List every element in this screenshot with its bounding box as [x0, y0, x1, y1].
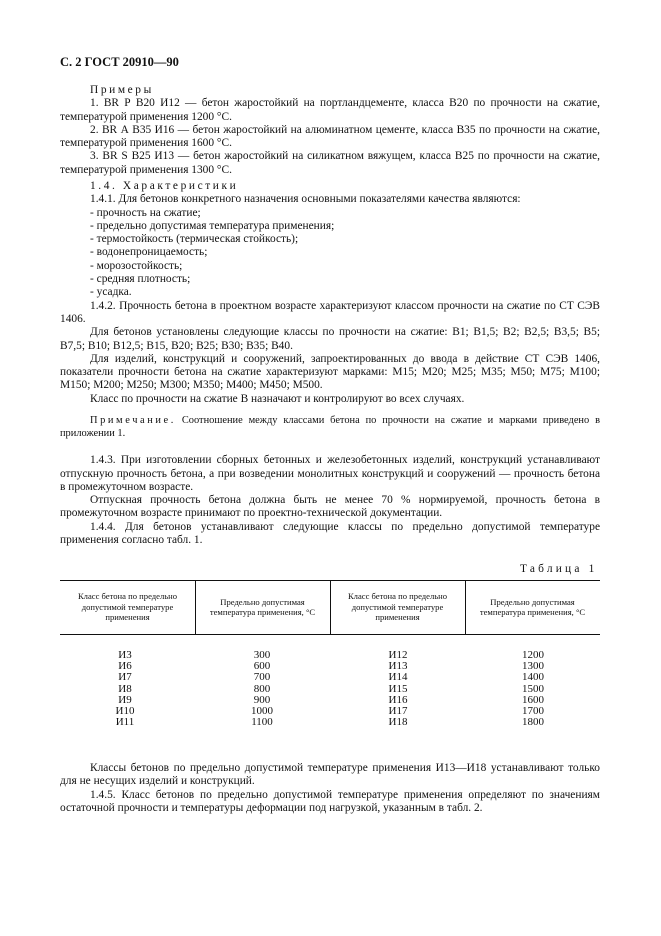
paragraph-1-4-2: 1.4.2. Прочность бетона в проектном возрасте характеризуют классом прочности на сжатие по СТ СЭВ 1406.: [60, 299, 600, 325]
examples-block: [60, 84, 600, 177]
strength-classes-paragraph: Для бетонов установлены следующие классы по прочности на сжатие: В1; В1,5; В2; В2,5; В3,5; В5; В7,5; В10; В12,5; В15, В20; В25; В30; В35; В40.: [60, 326, 600, 352]
page-header: С. 2 ГОСТ 20910—90: [60, 55, 179, 69]
table-cell: 1200: [522, 649, 544, 661]
table-cell: И14: [388, 671, 408, 684]
table-cell: 1100: [251, 716, 273, 729]
table-cell: 1800: [522, 716, 544, 729]
table-caption: Таблица 1: [520, 563, 598, 575]
table-1: [60, 580, 600, 732]
paragraph-1-4-4: 1.4.4. Для бетонов устанавливают следующие классы по предельно допустимой температуре применения согласно табл. 1.: [60, 520, 600, 547]
note-label: Примечание.: [90, 415, 176, 427]
temperature-column-2: [508, 650, 558, 728]
header-temperature-2: Предельно допустимая температура применения, °С: [479, 596, 586, 617]
table-cell: И13: [388, 660, 408, 673]
non-bearing-classes-paragraph: Классы бетонов по предельно допустимой температуре применения И13—И18 устанавливают только для не несущих изделий и конструкций.: [60, 762, 600, 788]
paragraph-1-4-5: 1.4.5. Класс бетонов по предельно допустимой температуре применения определяют по значениям остаточной прочности и температуры деформации под нагрузкой, указанным в табл. 2.: [60, 788, 600, 814]
table-cell: И17: [388, 704, 408, 717]
header-class-2: Класс бетона по предельно допустимой температуре применения: [347, 591, 448, 623]
table-cell: И10: [115, 704, 135, 717]
example-1: 1. BR Р В20 И12 — бетон жаростойкий на портландцементе, класса В20 по прочности на сжатие, температурой применения 1200 °С.: [60, 97, 600, 123]
strength-marks-paragraph: Для изделий, конструкций и сооружений, запроектированных до ввода в действие СТ СЭВ 1406, показатели прочности бетона на сжатие характеризуют марками: М15; М20; М25; М35; М50; М75; М100; М150; М200; М250; М300; М350; М400; М450; М500.: [60, 352, 600, 392]
header-class-1: Класс бетона по предельно допустимой температуре применения: [77, 591, 178, 623]
temperature-column-1: [237, 650, 287, 728]
paragraph-1-4-3: 1.4.3. При изготовлении сборных бетонных и железобетонных изделий, конструкций устанавливают отпускную прочность бетона, а при возведении монолитных конструкций и сооружений — прочность бетона в промежуточном возрасте.: [60, 454, 600, 493]
list-item: - водонепроницаемость;: [90, 246, 208, 259]
quality-indicators-list: [60, 207, 600, 300]
after-table-block: [60, 762, 600, 815]
examples-heading: Примеры: [90, 84, 154, 96]
list-item: - средняя плотность;: [90, 273, 191, 286]
class-column-1: [100, 650, 150, 728]
list-item: - морозостойкость;: [90, 259, 183, 272]
section-heading: 1.4. Характеристики: [90, 180, 239, 192]
table-cell: И3: [118, 649, 132, 661]
table-cell: 1000: [251, 704, 273, 717]
table-cell: И18: [388, 716, 408, 729]
table-cell: 800: [253, 682, 271, 695]
note-text: Соотношение между классами бетона по прочности на сжатие и марками приведено в приложении 1.: [60, 415, 600, 439]
table-cell: 300: [253, 649, 271, 661]
section-1-4: [60, 180, 600, 547]
class-column-2: [373, 650, 423, 728]
table-cell: И9: [118, 693, 132, 706]
table-cell: И12: [388, 649, 408, 661]
table-cell: И6: [118, 660, 132, 673]
table-cell: 1400: [522, 671, 544, 684]
example-3: 3. BR S В25 И13 — бетон жаростойкий на силикатном вяжущем, класса В25 по прочности на сжатие, температурой применения 1300 °С.: [60, 150, 600, 176]
table-cell: 900: [253, 693, 271, 706]
table-cell: 1500: [522, 682, 544, 695]
table-cell: И8: [118, 682, 132, 695]
table-cell: 1300: [522, 660, 544, 673]
table-cell: 1600: [522, 693, 544, 706]
table-cell: И7: [118, 671, 132, 684]
class-assignment-paragraph: Класс по прочности на сжатие В назначают и контролируют во всех случаях.: [90, 392, 465, 405]
table-header-rule: [60, 634, 600, 635]
list-item: - термостойкость (термическая стойкость);: [90, 233, 299, 246]
release-strength-paragraph: Отпускная прочность бетона должна быть не менее 70 % нормируемой, прочность бетона в промежуточном возрасте принимают по проектно-технической документации.: [60, 494, 600, 520]
table-cell: 600: [253, 660, 271, 673]
table-cell: И11: [115, 716, 135, 729]
example-2: 2. BR А В35 И16 — бетон жаростойкий на алюминатном цементе, класса В35 по прочности на сжатие, температурой применения 1600 °С.: [60, 123, 600, 150]
table-cell: 700: [253, 671, 271, 684]
table-cell: И15: [388, 682, 408, 695]
list-item: - предельно допустимая температура применения;: [90, 219, 335, 232]
table-cell: 1700: [522, 704, 544, 717]
header-temperature-1: Предельно допустимая температура применения, °С: [209, 596, 316, 617]
list-item: - прочность на сжатие;: [90, 206, 201, 219]
note: [60, 415, 600, 440]
paragraph-1-4-1: 1.4.1. Для бетонов конкретного назначения основными показателями качества являются:: [90, 193, 521, 206]
list-item: - усадка.: [90, 286, 132, 299]
table-cell: И16: [388, 693, 408, 706]
